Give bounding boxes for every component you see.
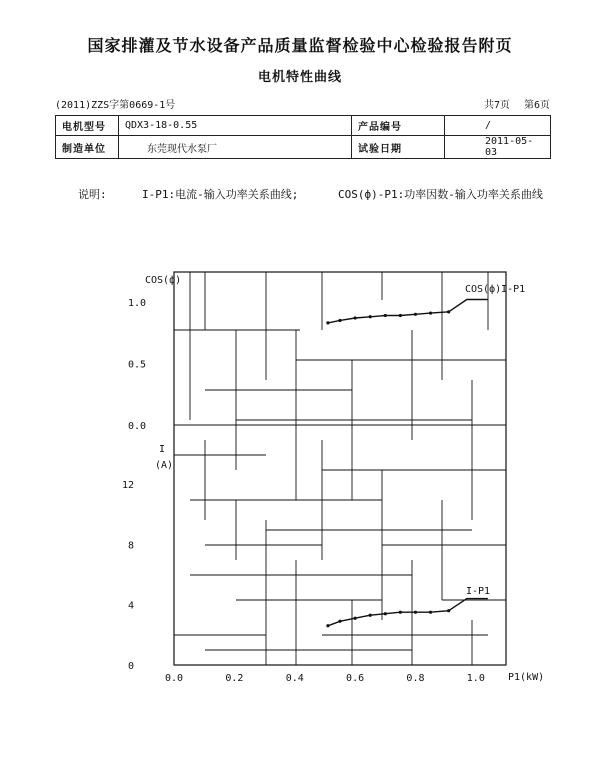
x-tick-label: 0.6 [346,673,365,684]
note-label: 说明: [78,188,107,201]
x-tick-label: 1.0 [466,673,485,684]
product-no-value: / [445,116,551,136]
data-point-cos [326,321,329,324]
data-point-i [429,611,432,614]
data-point-i [399,611,402,614]
cos-tick-label: 0.5 [127,359,146,371]
data-point-i [447,609,450,612]
total-pages: 共7页 [484,100,511,111]
x-tick-label: 0.2 [225,673,244,684]
series-line-cos [328,300,488,323]
data-point-cos [429,311,432,314]
report-title: 国家排灌及节水设备产品质量监督检验中心检验报告附页 [87,36,513,55]
motor-model-label: 电机型号 [56,116,119,136]
data-point-i [414,611,417,614]
data-point-i [338,620,341,623]
data-point-cos [414,313,417,316]
data-point-cos [399,314,402,317]
x-tick-label: 0.0 [164,673,184,684]
data-point-cos [447,310,450,313]
maker-value: 东莞现代水泵厂 [119,136,352,159]
chart-curves [326,300,491,628]
note-item-power-factor: COS(ф)-P1:功率因数-输入功率关系曲线 [338,188,543,201]
cos-tick-label: 0.0 [127,421,146,432]
page-number: 第6页 [524,100,551,111]
current-tick-label: 4 [127,600,134,612]
test-date-value: 2011-05-03 [445,136,551,159]
maker-label: 制造单位 [56,136,119,159]
current-axis-label: I [159,444,166,455]
report-number: (2011)ZZS字第0669-1号 [55,100,176,111]
current-curve-label: I-P1 [466,586,491,597]
test-date-label: 试验日期 [352,136,445,159]
data-point-i [353,617,356,620]
data-point-cos [369,315,372,318]
current-tick-label: 0 [127,661,134,672]
x-axis-label: P1(kW) [508,672,545,683]
cos-curve-label: COS(ф)I-P1 [465,284,526,295]
current-axis-unit: (A) [155,460,174,471]
data-point-i [369,614,372,617]
product-no-label: 产品编号 [352,116,445,136]
data-point-cos [338,319,341,322]
data-point-i [384,612,387,615]
data-point-i [326,624,329,627]
cos-axis-label: COS(ф) [145,275,182,286]
current-tick-label: 12 [121,480,134,491]
data-point-cos [384,314,387,317]
current-tick-label: 8 [127,540,134,552]
x-tick-label: 0.4 [285,673,304,684]
report-subtitle: 电机特性曲线 [257,70,342,85]
chart-ticks [122,298,485,684]
cos-tick-label: 1.0 [127,298,146,309]
note-item-current: I-P1:电流-输入功率关系曲线; [142,188,299,201]
data-point-cos [353,316,356,319]
motor-model-value: QDX3-18-0.55 [119,116,352,136]
x-tick-label: 0.8 [406,673,425,684]
